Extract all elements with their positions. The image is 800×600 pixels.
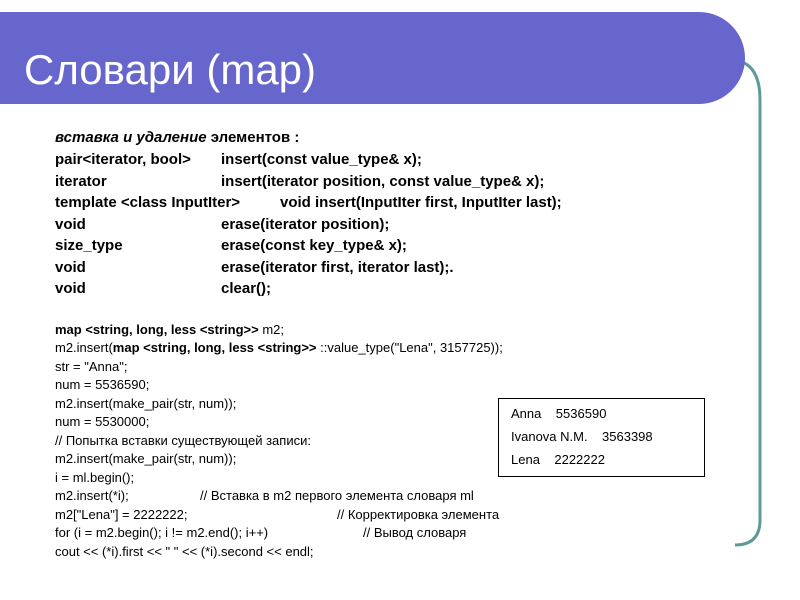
- prototype-return-type: pair<iterator, bool>: [55, 151, 191, 168]
- prototype-return-type: void: [55, 280, 86, 297]
- prototype-line: [55, 278, 755, 300]
- output-row: Lena 2222222: [511, 452, 605, 467]
- code-comment-line: // Попытка вставки существующей записи:: [55, 432, 311, 448]
- prototype-signature: void insert(InputIter first, InputIter last);: [280, 194, 562, 211]
- prototype-line: [55, 192, 755, 214]
- heading-italic: вставка и удаление: [55, 129, 207, 146]
- code-bold: map <string, long, less <string>>: [55, 321, 259, 337]
- prototype-signature: erase(iterator first, iterator last);.: [221, 258, 454, 276]
- slide-title: Словари (map): [24, 46, 317, 93]
- prototype-return-type: void: [55, 215, 86, 233]
- prototype-return-type: void: [55, 258, 86, 276]
- code-text: m2.insert(: [55, 340, 113, 355]
- prototype-line: [55, 214, 755, 236]
- code-line: m2.insert(make_pair(str, num));: [55, 395, 237, 411]
- heading-colon: :: [290, 129, 300, 146]
- code-comment: // Вставка в m2 первого элемента словаря ml: [200, 488, 474, 503]
- output-row: Anna 5536590: [511, 406, 607, 421]
- prototype-return-type: template <class InputIter>: [55, 194, 241, 211]
- prototype-signature: clear();: [221, 280, 272, 297]
- prototype-line: [55, 257, 755, 279]
- code-text: ::value_type("Lena", 3157725));: [316, 340, 503, 355]
- code-text: m2;: [258, 321, 285, 337]
- code-line: m2.insert(make_pair(str, num));: [55, 451, 237, 466]
- heading-rest: элементов: [206, 129, 291, 146]
- code-bold: map <string, long, less <string>>: [112, 340, 317, 355]
- code-line: num = 5536590;: [55, 377, 150, 392]
- prototype-signature: insert(iterator position, const value_type& x);: [221, 172, 545, 190]
- code-comment: // Корректировка элемента: [337, 506, 500, 522]
- code-line: [55, 487, 755, 506]
- code-text: for (i = m2.begin(); i != m2.end(); i++): [55, 525, 269, 540]
- slide-content: [55, 127, 755, 561]
- prototype-line: [55, 149, 755, 171]
- output-row: Ivanova N.M. 3563398: [511, 429, 653, 444]
- code-text: m2.insert(*i);: [55, 488, 129, 503]
- section-heading: [55, 127, 755, 149]
- code-text: m2["Lena"] = 2222222;: [55, 506, 188, 522]
- prototype-signature: insert(const value_type& x);: [221, 151, 422, 168]
- code-line: i = ml.begin();: [55, 469, 135, 485]
- prototype-return-type: iterator: [55, 172, 107, 190]
- title-bar: [0, 12, 745, 104]
- code-line: [55, 339, 755, 358]
- code-comment: // Вывод словаря: [363, 525, 467, 540]
- prototype-return-type: size_type: [55, 237, 123, 254]
- prototype-signature: erase(const key_type& x);: [221, 237, 407, 254]
- code-line: [55, 506, 755, 525]
- spacer: [55, 300, 755, 321]
- code-line: [55, 524, 755, 543]
- output-table: [498, 398, 705, 477]
- prototype-line: [55, 235, 755, 257]
- title-underline: [0, 104, 712, 106]
- code-line: cout << (*i).first << " " << (*i).second << endl;: [55, 543, 314, 559]
- code-line: str = "Anna";: [55, 358, 128, 374]
- code-line: num = 5530000;: [55, 414, 150, 429]
- code-line: [55, 321, 755, 340]
- prototype-signature: erase(iterator position);: [221, 215, 390, 233]
- prototype-line: [55, 171, 755, 193]
